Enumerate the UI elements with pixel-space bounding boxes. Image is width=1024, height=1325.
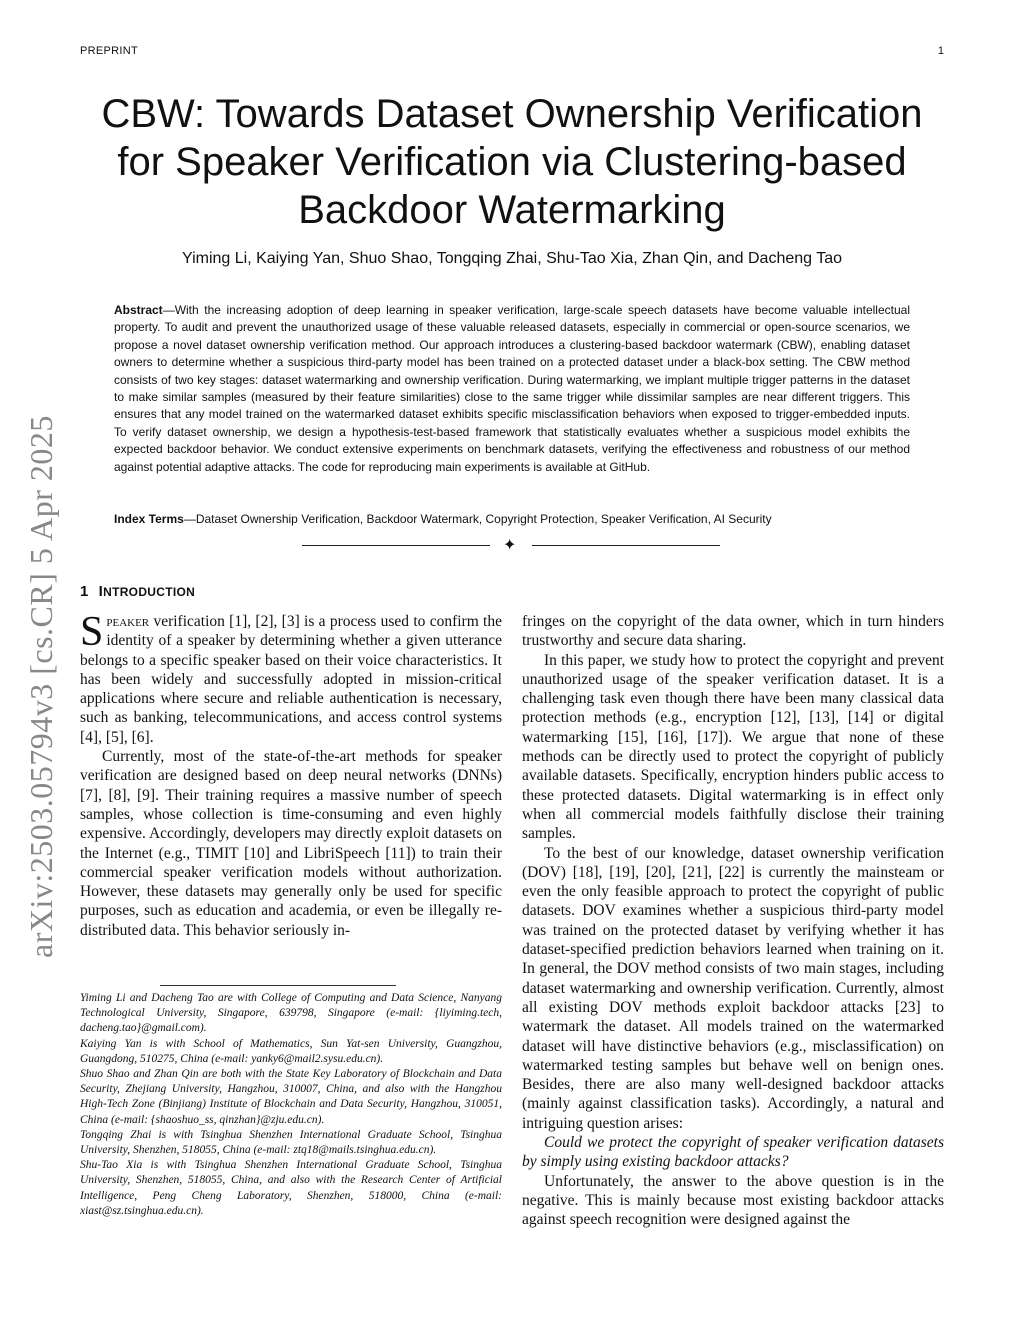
intro-small-caps: peaker (106, 613, 150, 630)
research-question: Could we protect the copyright of speaker verification datasets by simply using existing backdoor attacks? (522, 1134, 944, 1171)
left-column (80, 609, 502, 940)
intro-paragraph-2: Currently, most of the state-of-the-art methods for speaker verification are designed based on deep neural networks (DNNs) [7], [8], [9]. Their training requires a massive number of speech samples, whose collection is time-consuming and even highly expensive. Accordingly, developers may directly exploit datasets on the Internet (e.g., TIMIT [10] and LibriSpeech [11]) to train their commercial speaker verification models without authorization. However, these datasets may generally only be used for specific purposes, such as education and academia, or even be illegally re-distributed data. This behavior seriously in- (80, 748, 502, 939)
section-title-initial: I (98, 583, 104, 600)
footnote-4: Tongqing Zhai is with Tsinghua Shenzhen International Graduate School, Tsinghua University, Shenzhen, 518055, China (e-mail: ztq18@mails.tsinghua.edu.cn). (80, 1128, 502, 1157)
footnote-rule (160, 985, 396, 986)
right-paragraph-1: fringes on the copyright of the data owner, which in turn hinders trustworthy and secure data sharing. (522, 613, 944, 650)
index-terms-text: —Dataset Ownership Verification, Backdoor Watermark, Copyright Protection, Speaker Verification, AI Security (183, 512, 772, 526)
drop-cap: S (80, 609, 104, 655)
section-heading-introduction (80, 583, 195, 600)
divider-star-icon: ✦ (503, 535, 517, 554)
paper-title (80, 90, 944, 234)
intro-paragraph-1 (80, 609, 502, 747)
intro-paragraph-1-text: verification [1], [2], [3] is a process used to confirm the identity of a speaker by determining whether a given utterance belongs to a specific speaker based on their voice characteristics. It has been widely and successfully adopted in mission-critical applications where secure and reliable authentication is necessary, such as banking, telecommunications, and access control systems [4], [5], [6]. (80, 613, 502, 746)
right-paragraph-2: In this paper, we study how to protect the copyright and prevent unauthorized usage of the speaker verification dataset. It is a challenging task even though there have been many classical data protection methods (e.g., encryption [12], [13], [14] or digital watermarking [15], [16], [17]). We argue that none of these methods can be directly used to protect the copyright of publicly available datasets. Specifically, encryption hinders public access to these protected datasets. Digital watermarking is in effect only when all commercial models faithfully disclose their training samples. (522, 651, 944, 843)
divider-right (532, 545, 720, 546)
footnote-2: Kaiying Yan is with School of Mathematics, Sun Yat-sen University, Guangzhou, Guangdong, 510275, China (e-mail: yanky6@mail2.sysu.edu.cn). (80, 1037, 502, 1065)
index-terms-label: Index Terms (114, 512, 184, 526)
arxiv-side-label: arXiv:2503.05794v3 [cs.CR] 5 Apr 2025 (23, 415, 59, 958)
index-terms (114, 512, 910, 526)
title-line-2: for Speaker Verification via Clustering-based (117, 140, 907, 184)
abstract (114, 302, 910, 476)
right-paragraph-5: Unfortunately, the answer to the above question is in the negative. This is mainly because most existing backdoor attacks against speech recognition were designed against the (522, 1172, 944, 1229)
section-title-rest: NTRODUCTION (103, 585, 196, 599)
page-number: 1 (937, 45, 944, 57)
right-column (522, 612, 944, 1230)
footnotes (80, 991, 502, 1219)
footnote-1: Yiming Li and Dacheng Tao are with College of Computing and Data Science, Nanyang Technological University, Singapore, 639798, Singapore (e-mail: {liyiming.tech, dacheng.tao}@gmail.com). (80, 992, 502, 1035)
abstract-label: Abstract (114, 303, 163, 317)
right-paragraph-3: To the best of our knowledge, dataset ownership verification (DOV) [18], [19], [20], [21], [22] is currently the mainsteam or even the only feasible approach to protect the copyright of public datasets. DOV examines whether a suspicious third-party model was trained on the protected dataset by verifying whether it has dataset-specified prediction behaviors learned when training on it. In general, the DOV method consists of two main stages, including dataset watermarking and ownership verification. Currently, almost all existing DOV methods exploit backdoor attacks [23] to watermark the dataset. All models trained on the watermarked dataset will have distinctive behaviors (e.g., misclassification) on watermarked testing samples but behave well on benign ones. Besides, there are also many well-designed backdoor attacks (mainly against classification tasks). Accordingly, a natural and intriguing question arises: (522, 844, 944, 1132)
footnote-3: Shuo Shao and Zhan Qin are both with the State Key Laboratory of Blockchain and Data Security, Zhejiang University, Hangzhou, 310007, China, and also with the Hangzhou High-Tech Zone (Binjiang) Institute of Blockchain and Data Security, Hangzhou, 310051, China (e-mail: {shaoshuo_ss, qinzhan}@zju.edu.cn). (80, 1068, 502, 1126)
divider-left (302, 545, 490, 546)
footnote-5: Shu-Tao Xia is with Tsinghua Shenzhen International Graduate School, Tsinghua University, Shenzhen, 518055, China, and also with the Research Center of Artificial Intelligence, Peng Cheng Laboratory, Shenzhen, 518000, China (e-mail: xiast@sz.tsinghua.edu.cn). (80, 1159, 502, 1217)
running-header: PREPRINT (80, 45, 139, 57)
section-number: 1 (80, 583, 89, 600)
title-line-1: CBW: Towards Dataset Ownership Verification (101, 92, 923, 136)
abstract-text: —With the increasing adoption of deep learning in speaker verification, large-scale speech datasets have become valuable intellectual property. To audit and prevent the unauthorized usage of these valuable released datasets, especially in commercial or open-source scenarios, we propose a novel dataset ownership verification method. Our approach introduces a clustering-based backdoor watermark (CBW), enabling dataset owners to determine whether a suspicious third-party model has been trained on a protected dataset under a black-box setting. The CBW method consists of two key stages: dataset watermarking and ownership verification. During watermarking, we implant multiple trigger patterns in the dataset to make similar samples (measured by their feature similarities) close to the same trigger while dissimilar samples are near different triggers. This ensures that any model trained on the watermarked dataset exhibits specific misclassification behaviors when exposed to trigger-embedded inputs. To verify dataset ownership, we design a hypothesis-test-based framework that statistically evaluates whether a suspicious model exhibits the expected backdoor behavior. We conduct extensive experiments on benchmark datasets, verifying the effectiveness and robustness of our method against potential adaptive attacks. The code for reproducing main experiments is available at GitHub. (114, 303, 910, 474)
author-list: Yiming Li, Kaiying Yan, Shuo Shao, Tongqing Zhai, Shu-Tao Xia, Zhan Qin, and Dacheng Tao (182, 250, 842, 267)
title-line-3: Backdoor Watermarking (298, 188, 726, 232)
